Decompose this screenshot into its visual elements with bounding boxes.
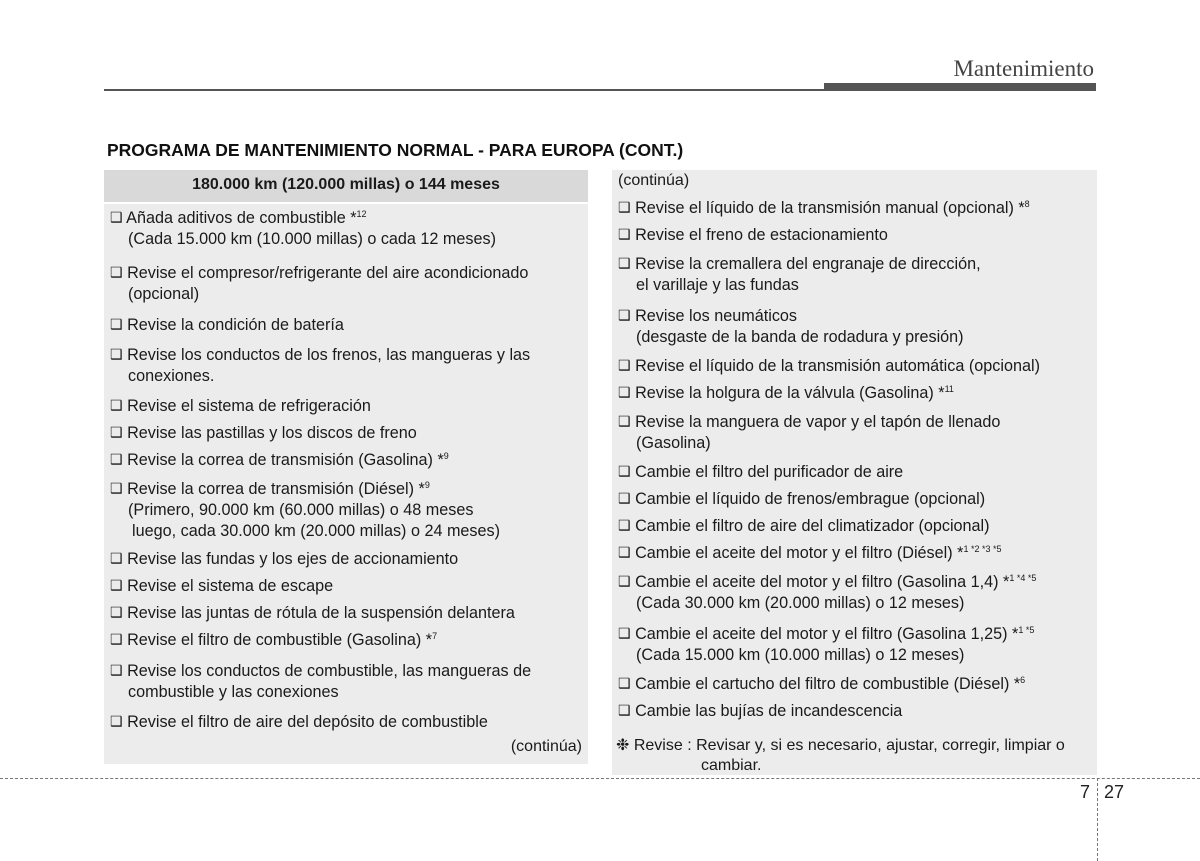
left-column bbox=[104, 170, 588, 764]
header-rule-accent bbox=[824, 83, 1096, 91]
list-item: ❑ Revise las pastillas y los discos de freno bbox=[110, 424, 417, 442]
checkbox-icon: ❑ bbox=[618, 675, 631, 691]
left-column-heading: 180.000 km (120.000 millas) o 144 meses bbox=[104, 170, 588, 204]
right-column bbox=[612, 170, 1097, 775]
list-item: ❑ Revise la condición de batería bbox=[110, 316, 344, 334]
checkbox-icon: ❑ bbox=[618, 255, 631, 271]
footer-vertical-divider bbox=[1097, 778, 1098, 861]
footer-divider bbox=[0, 778, 1200, 779]
list-item: ❑ Revise la holgura de la válvula (Gasolina) *$^{11}$ bbox=[618, 384, 954, 402]
checkbox-icon: ❑ bbox=[110, 480, 123, 496]
list-item: ❑ Revise el líquido de la transmisión automática (opcional) bbox=[618, 357, 1040, 375]
chapter-number: 7 bbox=[1080, 782, 1091, 802]
header-rule bbox=[104, 89, 824, 91]
list-item: ❑ Revise las fundas y los ejes de accionamiento bbox=[110, 550, 459, 568]
list-item: ❑ Revise el compresor/refrigerante del aire acondicionado (opcional) bbox=[110, 264, 529, 303]
list-item: ❑ Cambie el filtro del purificador de aire bbox=[618, 463, 904, 481]
list-item: ❑ Cambie el aceite del motor y el filtro (Gasolina 1,25) *$^{1 *5}$ (Cada 15.000 km (10.000 millas) o 12 meses) bbox=[618, 625, 1035, 664]
checkbox-icon: ❑ bbox=[618, 307, 631, 323]
checkbox-icon: ❑ bbox=[618, 544, 631, 560]
checkbox-icon: ❑ bbox=[618, 199, 631, 215]
footnote: ❉ Revise : Revisar y, si es necesario, ajustar, corregir, limpiar o cambiar. bbox=[616, 737, 1065, 774]
checkbox-icon: ❑ bbox=[618, 702, 631, 718]
header-title: Mantenimiento bbox=[953, 56, 1094, 81]
checkbox-icon: ❑ bbox=[110, 550, 123, 566]
list-item: ❑ Cambie el filtro de aire del climatizador (opcional) bbox=[618, 517, 990, 535]
list-item: ❑ Revise el sistema de escape bbox=[110, 577, 334, 595]
checkbox-icon: ❑ bbox=[618, 384, 631, 400]
checkbox-icon: ❑ bbox=[110, 424, 123, 440]
checkbox-icon: ❑ bbox=[618, 517, 631, 533]
list-item: ❑ Cambie el aceite del motor y el filtro (Gasolina 1,4) *$^{1 *4 *5}$ (Cada 30.000 km (20.000 millas) o 12 meses) bbox=[618, 573, 1037, 612]
list-item: ❑ Revise la manguera de vapor y el tapón de llenado (Gasolina) bbox=[618, 413, 1001, 452]
section-title: PROGRAMA DE MANTENIMIENTO NORMAL - PARA EUROPA (CONT.) bbox=[107, 140, 684, 160]
checkbox-icon: ❑ bbox=[110, 662, 123, 678]
checkbox-icon: ❑ bbox=[618, 490, 631, 506]
checkbox-icon: ❑ bbox=[618, 625, 631, 641]
checkbox-icon: ❑ bbox=[110, 264, 123, 280]
checkbox-icon: ❑ bbox=[110, 316, 123, 332]
checkbox-icon: ❑ bbox=[110, 451, 123, 467]
checkbox-icon: ❑ bbox=[618, 413, 631, 429]
list-item: ❑ Revise el freno de estacionamiento bbox=[618, 226, 888, 244]
list-item: ❑ Cambie el cartucho del filtro de combustible (Diésel) *$^6$ bbox=[618, 675, 1026, 693]
list-item: ❑ Revise la cremallera del engranaje de dirección, el varillaje y las fundas bbox=[618, 255, 981, 294]
list-item: ❑ Añada aditivos de combustible *$^{12}$ (Cada 15.000 km (10.000 millas) o cada 12 meses) bbox=[110, 209, 496, 248]
checkbox-icon: ❑ bbox=[110, 713, 123, 729]
list-item: ❑ Revise el líquido de la transmisión manual (opcional) *$^8$ bbox=[618, 199, 1030, 217]
list-item: ❑ Revise el filtro de combustible (Gasolina) *$^7$ bbox=[110, 631, 438, 649]
list-item: ❑ Revise las juntas de rótula de la suspensión delantera bbox=[110, 604, 515, 622]
checkbox-icon: ❑ bbox=[110, 209, 123, 225]
checkbox-icon: ❑ bbox=[618, 357, 631, 373]
list-item: ❑ Cambie el líquido de frenos/embrague (opcional) bbox=[618, 490, 986, 508]
list-item: ❑ Revise los conductos de combustible, las mangueras de combustible y las conexiones bbox=[110, 662, 532, 701]
continued-label: (continúa) bbox=[510, 738, 582, 755]
checkbox-icon: ❑ bbox=[110, 346, 123, 362]
page-number: 27 bbox=[1104, 782, 1125, 802]
checkbox-icon: ❑ bbox=[618, 463, 631, 479]
list-item: ❑ Revise el sistema de refrigeración bbox=[110, 397, 371, 415]
checkbox-icon: ❑ bbox=[110, 631, 123, 647]
list-item: ❑ Revise la correa de transmisión (Diésel) *$^9$ (Primero, 90.000 km (60.000 millas) o 48 meses luego, cada 30.000 km (20.000 millas) o 24 meses) bbox=[110, 480, 501, 540]
list-item: ❑ Revise los neumáticos (desgaste de la banda de rodadura y presión) bbox=[618, 307, 964, 346]
list-item: ❑ Cambie las bujías de incandescencia bbox=[618, 702, 903, 720]
list-item: ❑ Revise los conductos de los frenos, las mangueras y las conexiones. bbox=[110, 346, 531, 385]
checkbox-icon: ❑ bbox=[110, 577, 123, 593]
continued-label: (continúa) bbox=[618, 172, 690, 189]
checkbox-icon: ❑ bbox=[110, 604, 123, 620]
list-item: ❑ Cambie el aceite del motor y el filtro (Diésel) *$^{1 *2 *3 *5}$ bbox=[618, 544, 1002, 562]
checkbox-icon: ❑ bbox=[618, 226, 631, 242]
checkbox-icon: ❑ bbox=[110, 397, 123, 413]
list-item: ❑ Revise la correa de transmisión (Gasolina) *$^9$ bbox=[110, 451, 449, 469]
list-item: ❑ Revise el filtro de aire del depósito de combustible bbox=[110, 713, 488, 731]
checkbox-icon: ❑ bbox=[618, 573, 631, 589]
